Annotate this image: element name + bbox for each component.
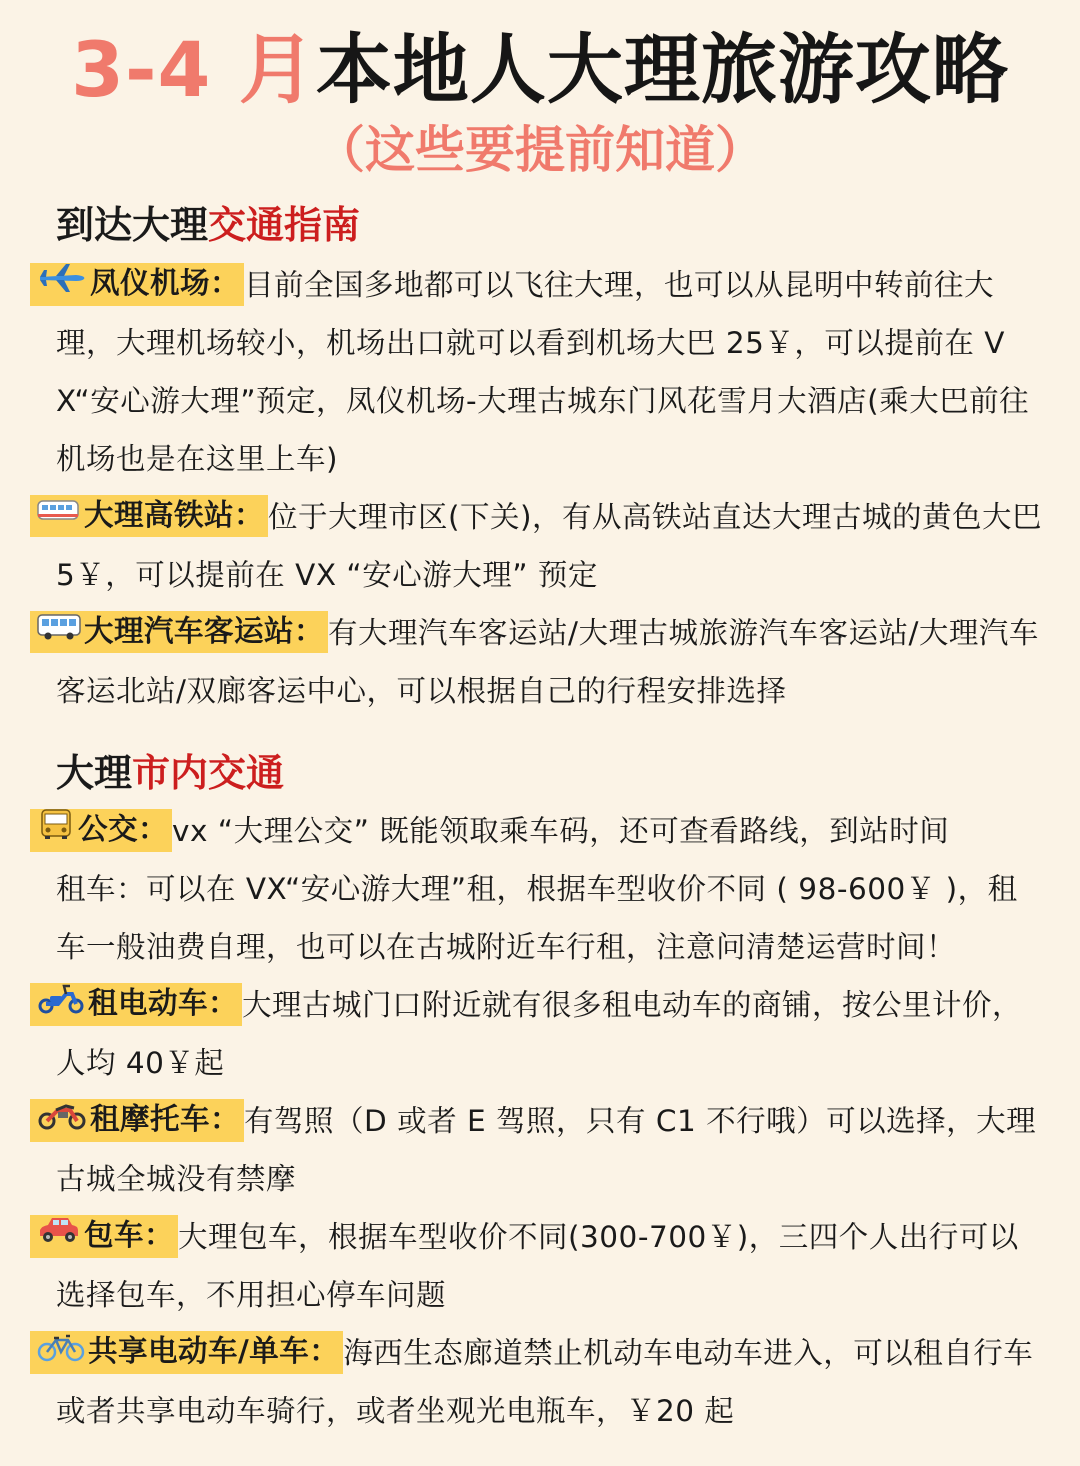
label-shared	[30, 1331, 343, 1374]
label-coach	[30, 611, 328, 653]
bus-front-icon	[36, 808, 76, 850]
item-bus	[56, 802, 1046, 860]
item-text: 位于大理市区(下关)，有从高铁站直达大理古城的黄色大巴 5￥，可以提前在 VX “安心游大理” 预定	[56, 500, 1043, 592]
item-airport	[56, 256, 1046, 488]
label-text: 大理汽车客运站：	[84, 614, 325, 648]
label-text: 凤仪机场：	[90, 266, 241, 300]
item-shared	[56, 1324, 1046, 1440]
title-main: 本地人大理旅游攻略	[315, 25, 1009, 114]
item-text: 大理包车，根据车型收价不同(300-700￥)，三四个人出行可以选择包车，不用担心停车问题	[56, 1220, 1019, 1312]
label-text: 包车：	[84, 1218, 175, 1252]
section-heading-part: 大理	[56, 750, 133, 795]
item-text: 目前全国多地都可以飞往大理，也可以从昆明中转前往大理，大理机场较小，机场出口就可以看到机场大巴 25￥，可以提前在 VX“安心游大理”预定，凤仪机场-大理古城东门风花雪月大酒店(乘大巴前往机场也是在这里上车)	[56, 268, 1030, 476]
bicycle-icon	[36, 1330, 86, 1372]
item-text: 海西生态廊道禁止机动车电动车进入，可以租自行车或者共享电动车骑行，或者坐观光电瓶车，￥20 起	[56, 1336, 1034, 1428]
page-subtitle: （这些要提前知道）	[315, 121, 765, 179]
item-rental	[56, 860, 1046, 976]
section-heading-arrival	[56, 202, 360, 248]
item-coach	[56, 604, 1046, 720]
page-title	[0, 24, 1080, 115]
item-charter	[56, 1208, 1046, 1324]
bus-icon	[36, 611, 82, 651]
airplane-icon	[36, 262, 88, 304]
item-train	[56, 488, 1046, 604]
motorcycle-icon	[36, 1098, 88, 1140]
item-text: 租车：可以在 VX“安心游大理”租，根据车型收价不同 ( 98-600￥ )，租车一般油费自理，也可以在古城附近车行租，注意问清楚运营时间！	[56, 872, 1018, 964]
label-text: 租电动车：	[88, 986, 239, 1020]
label-motorbike	[30, 1099, 244, 1142]
label-train	[30, 495, 268, 537]
label-ebike	[30, 983, 242, 1026]
label-airport	[30, 263, 244, 306]
item-text: 有驾照（D 或者 E 驾照，只有 C1 不行哦）可以选择，大理古城全城没有禁摩	[56, 1104, 1037, 1196]
label-text: 大理高铁站：	[84, 498, 265, 532]
item-text: vx “大理公交” 既能领取乘车码，还可查看路线，到站时间	[172, 814, 950, 848]
label-charter	[30, 1215, 178, 1258]
label-bus	[30, 809, 172, 852]
car-icon	[36, 1214, 82, 1256]
item-motorbike	[56, 1092, 1046, 1208]
section-heading-part: 到达大理	[56, 202, 209, 247]
section-heading-highlight: 交通指南	[208, 202, 361, 247]
scooter-icon	[36, 982, 86, 1024]
section-heading-highlight: 市内交通	[132, 750, 285, 795]
label-text: 共享电动车/单车：	[88, 1334, 340, 1368]
item-text: 大理古城门口附近就有很多租电动车的商铺，按公里计价，人均 40￥起	[56, 988, 1023, 1080]
item-text: 有大理汽车客运站/大理古城旅游汽车客运站/大理汽车客运北站/双廊客运中心，可以根据自己的行程安排选择	[56, 616, 1039, 708]
label-text: 租摩托车：	[90, 1102, 241, 1136]
label-text: 公交：	[78, 812, 169, 846]
item-ebike	[56, 976, 1046, 1092]
title-prefix: 3-4 月	[71, 25, 316, 114]
section-heading-local	[56, 750, 284, 796]
train-icon	[36, 495, 82, 535]
